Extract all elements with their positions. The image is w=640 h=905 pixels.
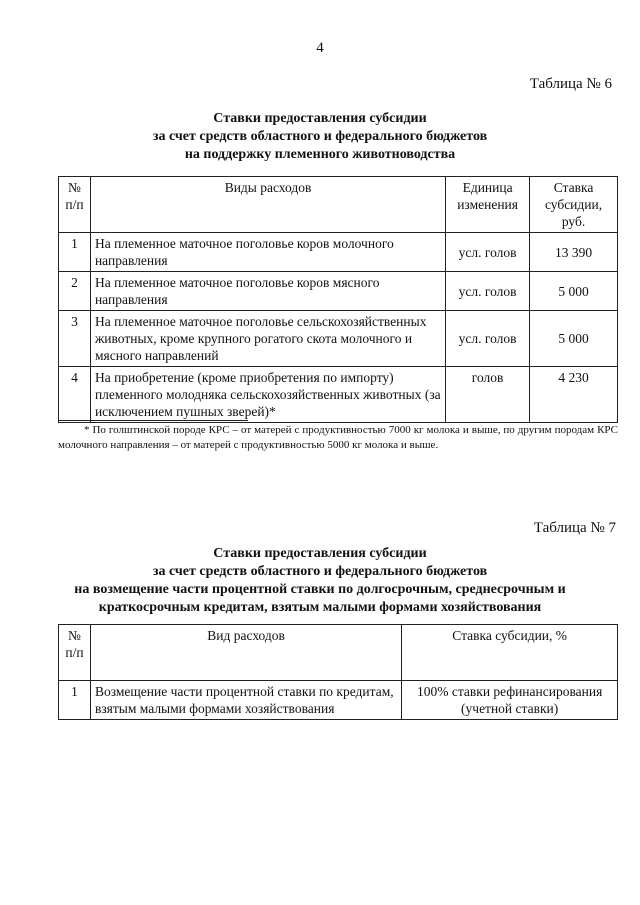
table6-title-line-3: на поддержку племенного животноводства (184, 147, 456, 162)
row-rate: 13 390 (530, 233, 618, 272)
table6-label: Таблица № 6 (529, 76, 612, 92)
table7-title (20, 545, 620, 617)
table6-header-rate: Ставка субсидии, руб. (530, 177, 618, 233)
row-rate: 100% ставки рефинансирования (учетной ставки) (402, 681, 618, 720)
table-row (59, 272, 618, 311)
table6-header-unit: Единица изменения (446, 177, 530, 233)
table7-label: Таблица № 7 (533, 520, 616, 536)
row-unit: усл. голов (446, 233, 530, 272)
row-type: Возмещение части процентной ставки по кредитам, взятым малыми формами хозяйствования (90, 681, 401, 720)
table7-header-rate: Ставка субсидии, % (402, 625, 618, 681)
table6-title-line-2: за счет средств областного и федерального бюджетов (152, 129, 488, 144)
table7 (58, 624, 618, 720)
table-row (59, 311, 618, 367)
row-num: 1 (59, 681, 91, 720)
row-rate: 5 000 (530, 311, 618, 367)
table6-header-row (59, 177, 618, 233)
table7-title-line-2: за счет средств областного и федерального бюджетов (152, 564, 488, 579)
table7-header-type: Вид расходов (90, 625, 401, 681)
table7-title-line-3: на возмещение части процентной ставки по долгосрочным, среднесрочным и (74, 582, 566, 597)
page-number: 4 (316, 40, 324, 56)
table-row (59, 233, 618, 272)
row-type: На племенное маточное поголовье коров молочного направления (90, 233, 445, 272)
row-unit: голов (446, 367, 530, 423)
table7-title-line-1: Ставки предоставления субсидии (213, 546, 427, 561)
row-type: На приобретение (кроме приобретения по импорту) племенного молодняка сельскохозяйственных животных (за исключением пушных зверей)* (90, 367, 445, 423)
footnote-divider (58, 420, 248, 421)
row-type: На племенное маточное поголовье коров мясного направления (90, 272, 445, 311)
row-num: 1 (59, 233, 91, 272)
table7-header-row (59, 625, 618, 681)
row-type: На племенное маточное поголовье сельскохозяйственных животных, кроме крупного рогатого скота молочного и мясного направлений (90, 311, 445, 367)
row-rate: 4 230 (530, 367, 618, 423)
table6-title-line-1: Ставки предоставления субсидии (213, 111, 427, 126)
table7-header-num: № п/п (59, 625, 91, 681)
row-num: 2 (59, 272, 91, 311)
table6-header-num: № п/п (59, 177, 91, 233)
row-unit: усл. голов (446, 272, 530, 311)
table-row (59, 367, 618, 423)
table7-title-line-4: краткосрочным кредитам, взятым малыми формами хозяйствования (98, 600, 542, 615)
table6-header-type: Виды расходов (90, 177, 445, 233)
table6-footnote: * По голштинской породе КРС – от матерей с продуктивностью 7000 кг молока и выше, по другим породам КРС молочного направления – от матерей с продуктивностью 5000 кг молока и выше. (58, 424, 618, 451)
table6-title (20, 110, 620, 164)
table6 (58, 176, 618, 423)
table-row (59, 681, 618, 720)
row-unit: усл. голов (446, 311, 530, 367)
row-num: 4 (59, 367, 91, 423)
row-num: 3 (59, 311, 91, 367)
row-rate: 5 000 (530, 272, 618, 311)
